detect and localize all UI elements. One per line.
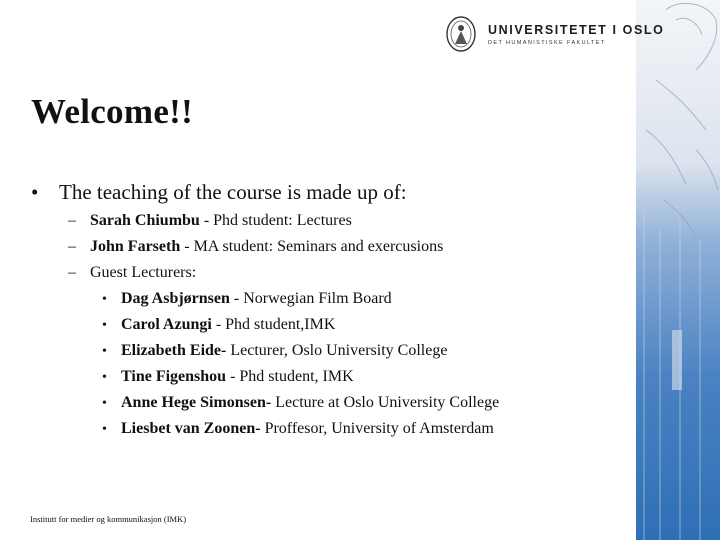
main-bullet bbox=[31, 180, 621, 205]
staff-role: Guest Lecturers: bbox=[90, 264, 197, 281]
list-item bbox=[102, 290, 622, 310]
list-item bbox=[102, 394, 622, 414]
staff-role: - MA student: Seminars and exercusions bbox=[180, 238, 444, 255]
guest-role: - Phd student, IMK bbox=[226, 368, 354, 385]
list-item bbox=[102, 342, 622, 362]
bullet-icon: • bbox=[102, 292, 107, 307]
dash-icon: – bbox=[68, 238, 76, 255]
guest-role: Lecturer, Oslo University College bbox=[226, 342, 448, 359]
dash-icon: – bbox=[68, 212, 76, 229]
university-name: UNIVERSITETET I OSLO bbox=[488, 22, 665, 37]
guest-name: Liesbet van Zoonen- bbox=[121, 420, 261, 437]
page-title: Welcome!! bbox=[31, 92, 194, 131]
bullet-icon: • bbox=[102, 422, 107, 437]
dash-icon: – bbox=[68, 264, 76, 281]
guest-name: Elizabeth Eide- bbox=[121, 342, 227, 359]
university-seal-icon bbox=[446, 16, 476, 52]
guest-name: Carol Azungi bbox=[121, 316, 212, 333]
guest-name: Dag Asbjørnsen bbox=[121, 290, 230, 307]
bullet-icon: • bbox=[102, 396, 107, 411]
bullet-icon: • bbox=[102, 344, 107, 359]
list-item bbox=[68, 264, 628, 282]
guest-name: Tine Figenshou bbox=[121, 368, 227, 385]
bullet-icon: • bbox=[31, 180, 39, 204]
staff-name: John Farseth bbox=[90, 238, 181, 255]
bullet-icon: • bbox=[102, 318, 107, 333]
main-bullet-text: The teaching of the course is made up of: bbox=[59, 180, 407, 204]
decorative-side-strip bbox=[636, 0, 720, 540]
staff-role: - Phd student: Lectures bbox=[199, 212, 352, 229]
guest-role: Lecture at Oslo University College bbox=[271, 394, 500, 411]
guest-role: - Norwegian Film Board bbox=[229, 290, 392, 307]
staff-name: Sarah Chiumbu bbox=[90, 212, 200, 229]
list-item bbox=[68, 238, 628, 256]
guest-role: - Phd student,IMK bbox=[211, 316, 336, 333]
list-item bbox=[102, 316, 622, 336]
guest-role: Proffesor, University of Amsterdam bbox=[260, 420, 494, 437]
guest-name: Anne Hege Simonsen- bbox=[121, 394, 272, 411]
bullet-icon: • bbox=[102, 370, 107, 385]
list-item bbox=[102, 368, 622, 388]
list-item bbox=[102, 420, 622, 440]
faculty-name: DET HUMANISTISKE FAKULTET bbox=[488, 39, 606, 46]
footer-text: Institutt for medier og kommunikasjon (IMK) bbox=[30, 514, 187, 524]
university-logo bbox=[446, 14, 664, 54]
list-item bbox=[68, 212, 628, 230]
